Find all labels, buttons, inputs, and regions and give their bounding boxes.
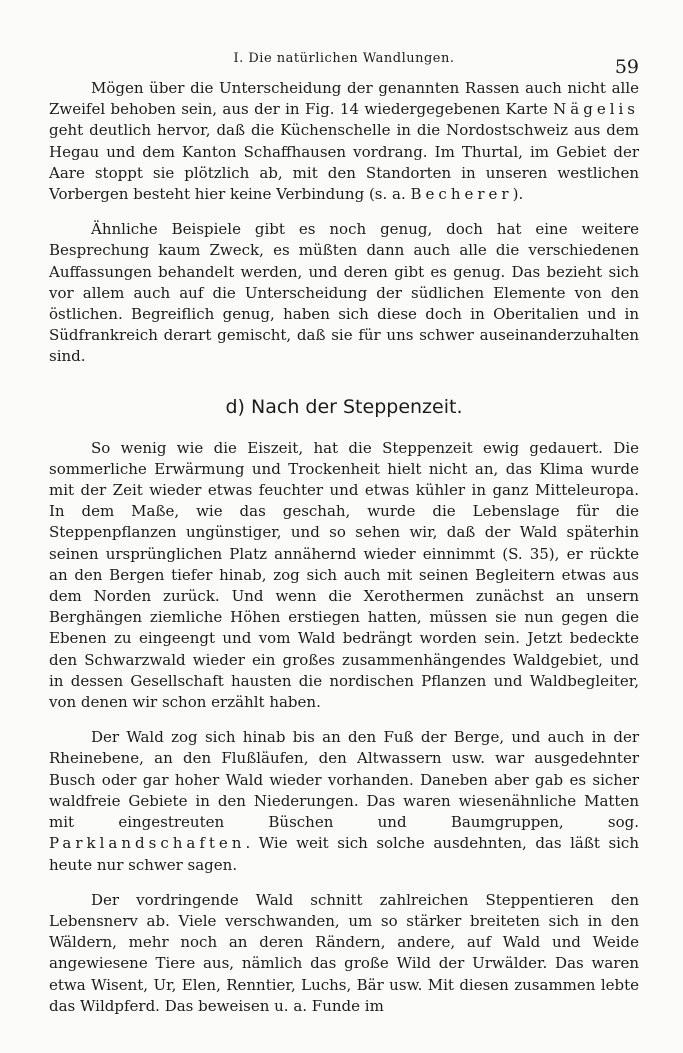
paragraph-1-text-a: Mögen über die Unterscheidung der genannten Rassen auch nicht alle Zweifel behoben sein, aus der in Fig. 14 wiedergegebenen Karte [49, 79, 639, 119]
section-heading: d) Nach der Steppenzeit. [225, 395, 463, 418]
header-title: I. Die natürlichen Wandlungen. [233, 51, 455, 66]
book-page [49, 48, 639, 1017]
paragraph-2: Ähnliche Beispiele gibt es noch genug, doch hat eine weitere Besprechung kaum Zweck, es müßten dann auch alle die verschiedenen Auffassungen behandelt werden, und deren gibt es genug. Das bezieht sich vor allem auch auf die Unterscheidung der südlichen Elemente von den östlichen. Begreiflich genug, haben sich diese doch in Oberitalien und in Südfrankreich derart gemischt, daß sie für uns schwer auseinanderzuhalten sind. [49, 220, 639, 366]
term-parklandschaften: Parklandschaften [49, 834, 246, 853]
paragraph-1-text-c: geht deutlich hervor, daß die Küchenschelle in die Nordostschweiz aus dem Hegau und dem Kanton Schaffhausen vordrang. Im Thurtal, im Gebiet der Aare stoppt sie plötzlich ab, mit den Standorten in unseren westlichen Vorbergen besteht hier keine Verbindung (s. a. [49, 121, 639, 204]
author-name-naegeli: Nägelis [553, 100, 639, 119]
running-header [49, 48, 639, 78]
paragraph-4 [49, 727, 639, 875]
paragraph-gap [49, 205, 639, 219]
paragraph-1-text-e: ). [512, 185, 524, 204]
paragraph-3: So wenig wie die Eiszeit, hat die Steppenzeit ewig gedauert. Die sommerliche Erwärmung und Trockenheit hielt nicht an, das Klima wurde mit der Zeit wieder etwas feuchter und etwas kühler in ganz Mitteleuropa. In dem Maße, wie das geschah, wurde die Lebenslage für die Steppenpflanzen ungünstiger, und so sehen wir, daß der Wald späterhin seinen ursprünglichen Platz annähernd wieder einnimmt (S. 35), er rückte an den Bergen tiefer hinab, zog sich auch mit seinen Begleitern etwas aus dem Norden zurück. Und wenn die Xerothermen zunächst an unsern Berghängen ziemliche Höhen erstiegen hatten, müssen sie nun gegen die Ebenen zu eingeengt und vom Wald bedrängt worden sein. Jetzt bedeckte den Schwarzwald wieder ein großes zusammenhängendes Waldgebiet, und in dessen Gesellschaft hausten die nordischen Pflanzen und Waldbegleiter, von denen wir schon erzählt haben. [49, 438, 639, 712]
paragraph-gap [49, 876, 639, 890]
paragraph-4-text-a: Der Wald zog sich hinab bis an den Fuß der Berge, und auch in der Rheinebene, an den Flußläufen, den Altwassern usw. war ausgedehnter Busch oder gar hoher Wald wieder vorhanden. Daneben aber gab es sicher waldfreie Gebiete in den Niederungen. Das waren wiesenähnliche Matten mit eingestreuten Büschen und Baumgruppen, sog. [49, 728, 639, 832]
paragraph-1 [49, 78, 639, 205]
paragraph-4-text-c: . Wie weit sich solche ausdehnten, das läßt sich heute nur schwer sagen. [49, 834, 639, 874]
page-number: 59 [614, 56, 639, 78]
paragraph-5: Der vordringende Wald schnitt zahlreichen Steppentieren den Lebensnerv ab. Viele verschwanden, um so stärker breiteten sich in den Wäldern, mehr noch an deren Rändern, andere, auf Wald und Weide angewiesene Tiere aus, nämlich das große Wild der Urwälder. Das waren etwa Wisent, Ur, Elen, Renntier, Luchs, Bär usw. Mit diesen zusammen lebte das Wildpferd. Das beweisen u. a. Funde im [49, 890, 639, 1015]
author-name-becherer: Becherer [410, 185, 513, 204]
paragraph-gap [49, 713, 639, 727]
